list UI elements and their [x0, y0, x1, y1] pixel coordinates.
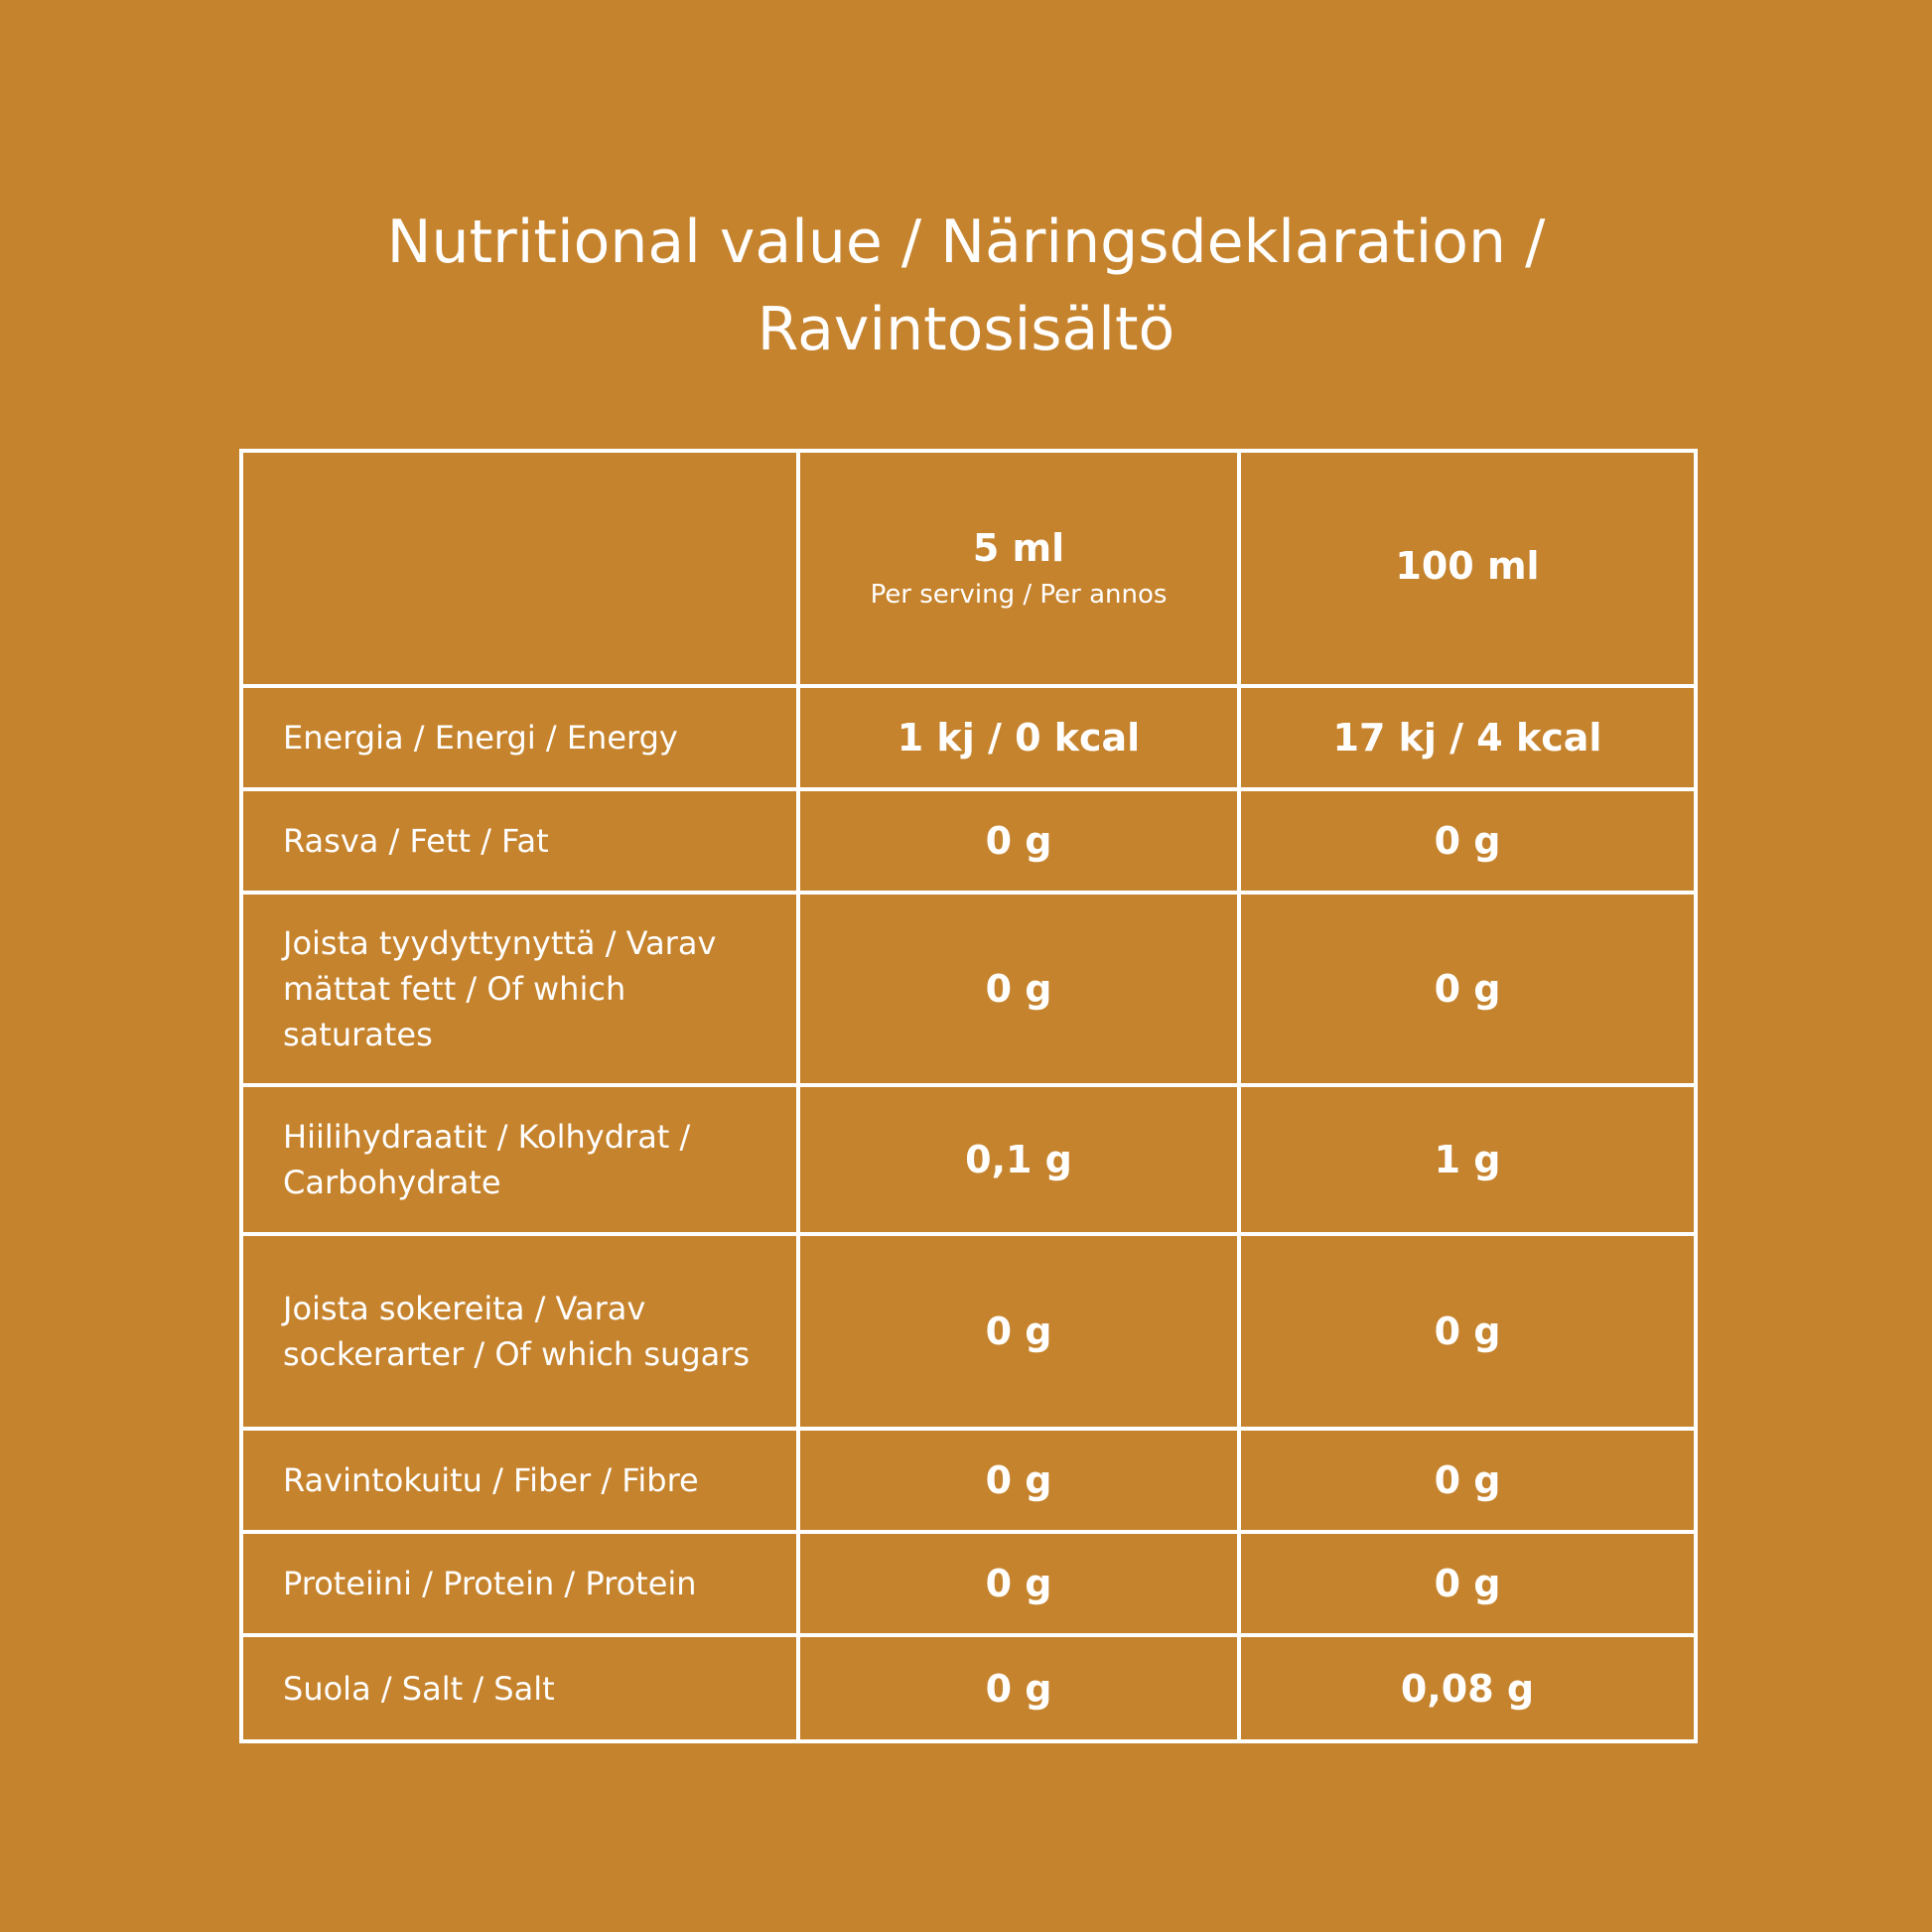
table-row [241, 893, 1696, 1085]
table-row [241, 1532, 1696, 1635]
row-value-per-serving: 0 g [798, 1234, 1239, 1429]
row-value-per-100: 0 g [1239, 1532, 1696, 1635]
row-value-per-100: 17 kj / 4 kcal [1239, 686, 1696, 789]
table-row [241, 686, 1696, 789]
row-value-per-serving: 0 g [798, 789, 1239, 893]
table-row [241, 789, 1696, 893]
row-value-per-100: 0 g [1239, 789, 1696, 893]
row-value-per-serving: 0 g [798, 893, 1239, 1085]
row-label: Joista sokereita / Varav sockerarter / Of which sugars [241, 1234, 798, 1429]
row-label: Hiilihydraatit / Kolhydrat / Carbohydrate [241, 1085, 798, 1234]
row-value-per-serving: 0 g [798, 1635, 1239, 1741]
table-row [241, 1085, 1696, 1234]
row-label: Suola / Salt / Salt [241, 1635, 798, 1741]
header-per-serving [798, 451, 1239, 686]
row-value-per-serving: 1 kj / 0 kcal [798, 686, 1239, 789]
row-label: Joista tyydyttynyttä / Varav mättat fett / Of which saturates [241, 893, 798, 1085]
header-per-100 [1239, 451, 1696, 686]
row-value-per-serving: 0 g [798, 1532, 1239, 1635]
page-title-line-2: Ravintosisältö [757, 295, 1175, 364]
header-per-serving-amount: 5 ml [972, 525, 1065, 570]
row-value-per-100: 1 g [1239, 1085, 1696, 1234]
header-per-serving-note: Per serving / Per annos [870, 579, 1168, 610]
table-row [241, 1234, 1696, 1429]
row-value-per-100: 0,08 g [1239, 1635, 1696, 1741]
row-label: Proteiini / Protein / Protein [241, 1532, 798, 1635]
header-per-100-amount: 100 ml [1395, 543, 1540, 588]
row-value-per-serving: 0,1 g [798, 1085, 1239, 1234]
row-value-per-serving: 0 g [798, 1429, 1239, 1532]
row-value-per-100: 0 g [1239, 1429, 1696, 1532]
page-title [0, 199, 1932, 373]
row-label: Energia / Energi / Energy [241, 686, 798, 789]
header-empty-cell [241, 451, 798, 686]
table-row [241, 1635, 1696, 1741]
nutrition-table [239, 449, 1698, 1743]
row-label: Rasva / Fett / Fat [241, 789, 798, 893]
table-header-row [241, 451, 1696, 686]
table-row [241, 1429, 1696, 1532]
row-value-per-100: 0 g [1239, 1234, 1696, 1429]
page-title-line-1: Nutritional value / Näringsdeklaration / [386, 207, 1546, 277]
row-value-per-100: 0 g [1239, 893, 1696, 1085]
row-label: Ravintokuitu / Fiber / Fibre [241, 1429, 798, 1532]
